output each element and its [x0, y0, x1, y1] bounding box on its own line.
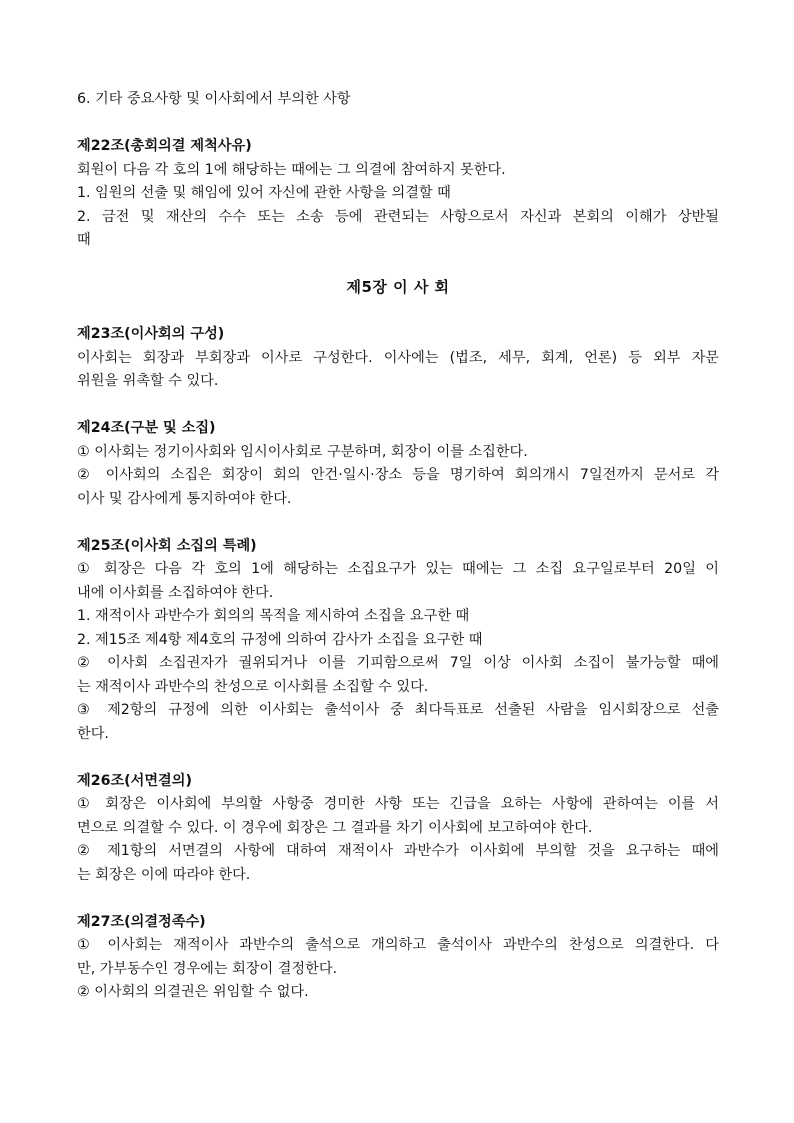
article-24-line: 이사 및 감사에게 통지하여야 한다. — [77, 490, 292, 507]
article-25-line: 내에 이사회를 소집하여야 한다. — [77, 584, 274, 601]
article-26-line: 면으로 의결할 수 있다. 이 경우에 회장은 그 결과를 차기 이사회에 보고하여야 한다. — [77, 819, 593, 836]
article-22-line: 1. 임원의 선출 및 해임에 있어 자신에 관한 사항을 의결할 때 — [77, 185, 451, 201]
article-27-line: 만, 가부동수인 경우에는 회장이 결정한다. — [77, 960, 338, 977]
article-25-line: ③ 제2항의 규정에 의한 이사회는 출석이사 중 최다득표로 선출된 사람을 임시회장으로 선출 — [77, 702, 719, 718]
article-26-line: ② 제1항의 서면결의 사항에 대하여 재적이사 과반수가 이사회에 부의할 것을 요구하는 때에 — [77, 843, 719, 859]
article-25-line: 2. 제15조 제4항 제4호의 규정에 의하여 감사가 소집을 요구한 때 — [77, 631, 483, 648]
spacer — [77, 112, 719, 136]
article-26-line: ① 회장은 이사회에 부의할 사항중 경미한 사항 또는 긴급을 요하는 사항에 관하여는 이를 서 — [77, 796, 719, 812]
article-22-line: 2. 금전 및 재산의 수수 또는 소송 등에 관련되는 사항으로서 자신과 본회의 이해가 상반될 — [77, 208, 719, 225]
article-24-line: ② 이사회의 소집은 회장이 회의 안건·일시·장소 등을 명기하여 회의개시 7일전까지 문서로 각 — [77, 467, 719, 483]
clause-item-6: 6. 기타 중요사항 및 이사회에서 부의한 사항 — [77, 91, 351, 107]
article-25-line: ① 회장은 다음 각 호의 1에 해당하는 소집요구가 있는 때에는 그 소집 요구일로부터 20일 이 — [77, 561, 719, 577]
article-25-line: 한다. — [77, 725, 109, 742]
article-25-line: 는 재적이사 과반수의 찬성으로 이사회를 소집할 수 있다. — [77, 678, 429, 695]
spacer — [77, 300, 719, 324]
article-23-line: 이사회는 회장과 부회장과 이사로 구성한다. 이사에는 (법조, 세무, 회계, 언론) 등 외부 자문 — [77, 349, 719, 366]
article-25-line: ② 이사회 소집권자가 궐위되거나 이를 기피함으로써 7일 이상 이사회 소집이 불가능할 때에 — [77, 655, 719, 671]
article-23-title: 제23조(이사회의 구성) — [77, 326, 225, 342]
chapter-5-title: 제5장 이 사 회 — [346, 278, 450, 296]
article-25-line: 1. 재적이사 과반수가 회의의 목적을 제시하여 소집을 요구한 때 — [77, 608, 470, 624]
article-24-line: ① 이사회는 정기이사회와 임시이사회로 구분하며, 회장이 이를 소집한다. — [77, 443, 528, 460]
article-27-line: ② 이사회의 의결권은 위임할 수 없다. — [77, 984, 309, 1000]
article-23-line: 위원을 위촉할 수 있다. — [77, 373, 219, 389]
document-page — [77, 88, 719, 1005]
article-27-line: ① 이사회는 재적이사 과반수의 출석으로 개의하고 출석이사 과반수의 찬성으로 의결한다. 다 — [77, 937, 719, 953]
article-24-title: 제24조(구분 및 소집) — [77, 420, 216, 436]
article-22-title: 제22조(총회의결 제척사유) — [77, 138, 252, 154]
spacer — [77, 746, 719, 770]
spacer — [77, 887, 719, 911]
article-26-title: 제26조(서면결의) — [77, 772, 192, 789]
article-22-line: 때 — [77, 232, 91, 248]
article-25-title: 제25조(이사회 소집의 특례) — [77, 537, 257, 554]
spacer — [77, 394, 719, 418]
article-22-line: 회원이 다음 각 호의 1에 해당하는 때에는 그 의결에 참여하지 못한다. — [77, 161, 506, 178]
spacer — [77, 511, 719, 535]
spacer — [77, 253, 719, 277]
article-26-line: 는 회장은 이에 따라야 한다. — [77, 866, 251, 883]
article-27-title: 제27조(의결정족수) — [77, 913, 206, 930]
